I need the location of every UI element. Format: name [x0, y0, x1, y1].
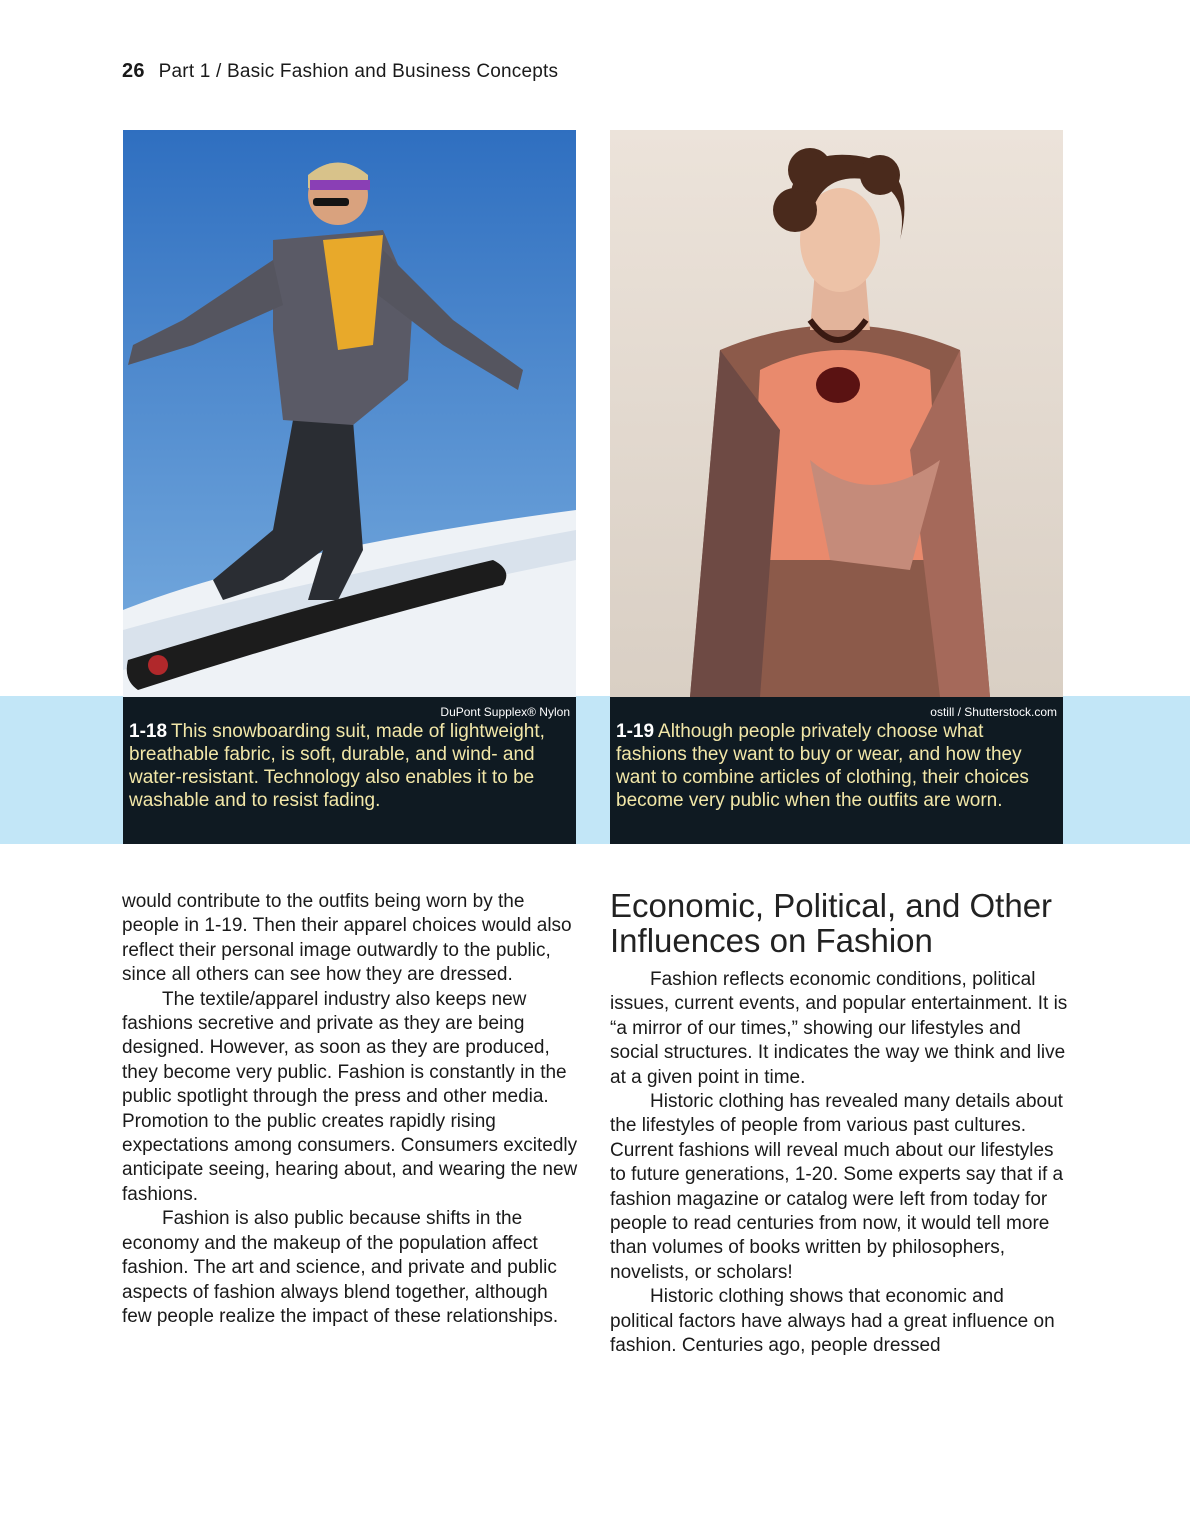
woman-in-blouse-photo: [610, 130, 1063, 697]
section-title: Part 1 / Basic Fashion and Business Concepts: [158, 61, 559, 82]
running-header: [122, 60, 558, 83]
figure-1-19-caption: [610, 697, 1063, 844]
section-heading: Economic, Political, and Other Influences on Fashion: [610, 887, 1053, 959]
snowboarder-photo: [123, 130, 576, 697]
paragraph: The textile/apparel industry also keeps new fashions secretive and private as they are being designed. However, as soon as they are produced, they become very public. Fashion is constantly in the public spotlight through the press and other media. Promotion to the public creates rapidly rising expectations among consumers. Consumers excitedly anticipate seeing, hearing about, and wearing the new fashions.: [122, 988, 578, 1205]
paragraph: Fashion reflects economic conditions, political issues, current events, and popular entertainment. It is “a mirror of our times,” showing our lifestyles and social structures. It indicates the way we think and live at a given point in time.: [610, 969, 1068, 1088]
figure-number: 1-18: [129, 721, 168, 742]
paragraph: Historic clothing shows that economic and political factors have always had a great influence on fashion. Centuries ago, people dressed: [610, 1286, 1055, 1357]
figure-1-18-caption: [123, 697, 576, 844]
paragraph: Fashion is also public because shifts in the economy and the makeup of the population affect fashion. The art and science, and private and public aspects of fashion always blend together, although few people realize the impact of these relationships.: [122, 1208, 559, 1327]
photo-credit: ostill / Shutterstock.com: [930, 705, 1057, 719]
paragraph: would contribute to the outfits being worn by the people in 1-19. Then their apparel choices would also reflect their personal image outwardly to the public, since all others can see how they are dressed.: [122, 891, 572, 986]
woman-illustration: [610, 130, 1063, 697]
left-column: [122, 890, 582, 1329]
caption-text: Although people privately choose what fashions they want to buy or wear, and how they want to combine articles of clothing, their choices become very public when the outfits are worn.: [616, 721, 1029, 811]
page-number: 26: [122, 60, 145, 82]
photo-credit: DuPont Supplex® Nylon: [440, 705, 570, 719]
figure-number: 1-19: [616, 721, 655, 742]
snowboarder-illustration: [123, 130, 576, 697]
caption-text: This snowboarding suit, made of lightweight, breathable fabric, is soft, durable, and wind- and water-resistant. Technology also enables it to be washable and to resist fading.: [129, 721, 545, 811]
paragraph: Historic clothing has revealed many details about the lifestyles of people from various past cultures. Current fashions will reveal much about our lifestyles to future generations, 1-20. Some experts say that if a fashion magazine or catalog were left from today for people to read centuries from now, it would tell more than volumes of books written by philosophers, novelists, or scholars!: [610, 1091, 1064, 1283]
right-column: [610, 888, 1070, 1359]
